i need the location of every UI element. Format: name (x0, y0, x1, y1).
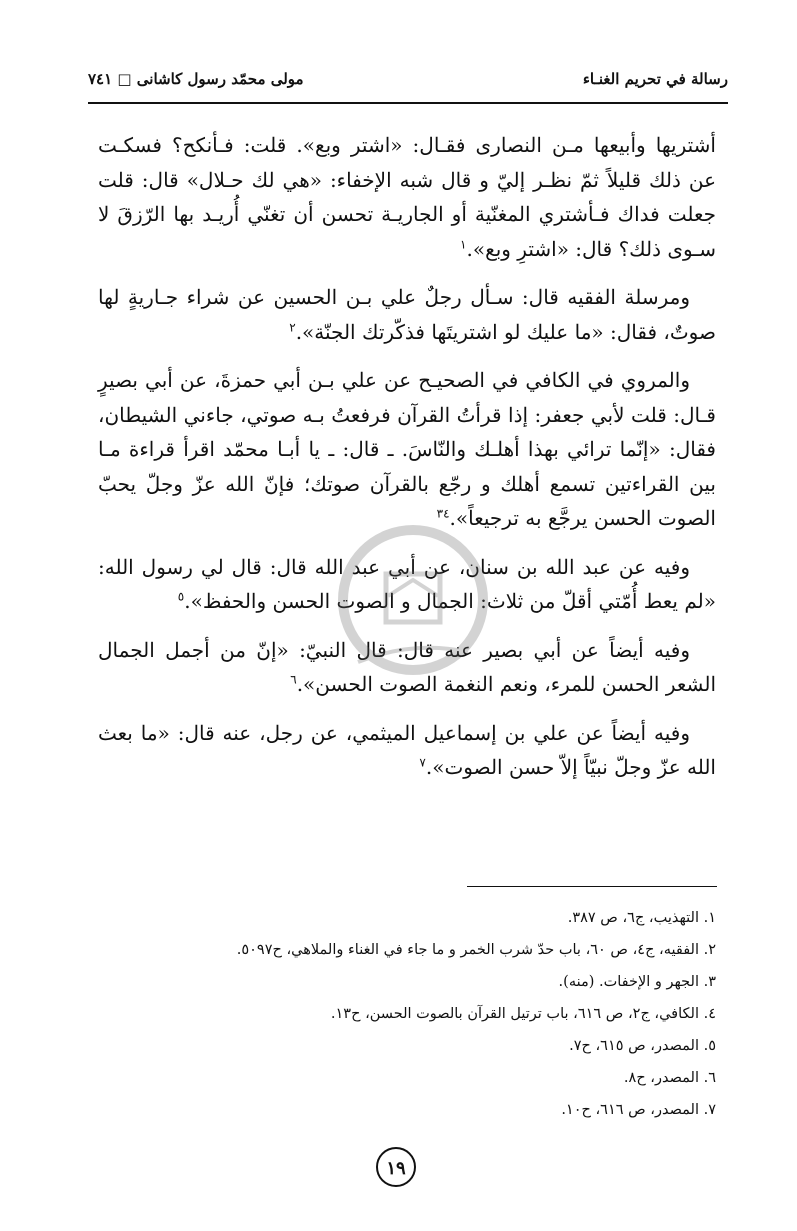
paragraph: ومرسلة الفقيه قال: سـأل رجلٌ علي بـن الحسين عن شراء جـاريةٍ لها صوتٌ، فقال: «ما عليك لو اشتريتَها فذكّرتك الجنّة».$^٢$ (98, 285, 716, 344)
page-number: ١٩ (376, 1147, 416, 1187)
header-author-page: مولى محمّد رسول كاشانى □ ٧٤١ (88, 70, 304, 88)
footnote: ٤. الكافي، ج٢، ص ٦١٦، باب ترتيل القرآن بالصوت الحسن، ح١٣. (330, 1006, 716, 1022)
footnote-marker: ٢ (289, 319, 296, 334)
footnote: ٢. الفقيه، ج٤، ص ٦٠، باب حدّ شرب الخمر و ما جاء في الغناء والملاهي، ح٥٠٩٧. (236, 942, 716, 958)
footnote-marker: ٥ (177, 589, 185, 604)
footnote-marker: ٤ (443, 506, 450, 521)
footnote-marker: ٣ (436, 506, 444, 521)
running-header (88, 58, 728, 98)
footnote-marker: ٧ (419, 755, 426, 770)
footnote-marker: ٦ (290, 672, 297, 687)
paragraph: وفيه أيضاً عن أبي بصير عنه قال: قال النبيّ: «إنّ من أجمل الجمال الشعر الحسن للمرء، ونعم النغمة الصوت الحسن».$^٦$ (98, 637, 716, 696)
footnotes (98, 902, 716, 1126)
footnote: ٥. المصدر، ص ٦١٥، ح٧. (569, 1038, 716, 1054)
footnote: ٣. الجهر و الإخفات. (منه). (558, 974, 716, 990)
paragraph: أشتريها وأبيعها مـن النصارى فقـال: «اشتر وبع». قلت: فـأنكح؟ فسكـت عن ذلك قليلاً ثمّ نظـر إليّ و قال شبه الإخفاء: «هي لك حـلال» قال: قلت جعلت فداك فـأشتري المغنّية أو الجاريـة تحسن أن تغنّي أُريـد بها الرّزقَ لا سـوى ذلك؟ قال: «اشترِ وبع».$^١$ (98, 133, 716, 261)
footnote: ١. التهذيب، ج٦، ص ٣٨٧. (567, 910, 716, 926)
paragraph: وفيه أيضاً عن علي بن إسماعيل الميثمي، عن رجل، عنه قال: «ما بعث الله عزّ وجلّ نبيّاً إلاّ حسن الصوت».$^٧$ (98, 720, 716, 779)
header-title: رسالة في تحريم الغنـاء (582, 70, 728, 88)
footnote-marker: ١ (460, 236, 467, 251)
footnote-divider (467, 886, 717, 887)
footnote: ٧. المصدر، ص ٦١٦، ح١٠. (561, 1102, 716, 1118)
paragraph: والمروي في الكافي في الصحيـح عن علي بـن أبي حمزةَ، عن أبي بصيرٍ قـال: قلت لأبي جعفر: إذا قرأتُ القرآن فرفعتُ بـه صوتي، جاءني الشيطان، فقال: «إنّما ترائي بهذا أهلـك والنّاسَ. ـ قال: ـ يا أبـا محمّد اقرأ قراءة مـا بين القراءتين تسمع أهلك و رجّع بالقرآن صوتك؛ فإنّ الله عزّ وجلّ يحبّ الصوت الحسن يرجَّع به ترجيعاً».$^{٣٤}$ (98, 368, 716, 530)
footnote: ٦. المصدر، ح٨. (623, 1070, 716, 1086)
paragraph: وفيه عن عبد الله بن سنان، عن أبي عبد الله قال: قال لي رسول الله: «لم يعط أُمّتي أقلّ من ثلاث: الجمال و الصوت الحسن والحفظ».$^٥$ (98, 554, 716, 613)
main-text (98, 128, 716, 799)
header-divider (88, 102, 728, 104)
